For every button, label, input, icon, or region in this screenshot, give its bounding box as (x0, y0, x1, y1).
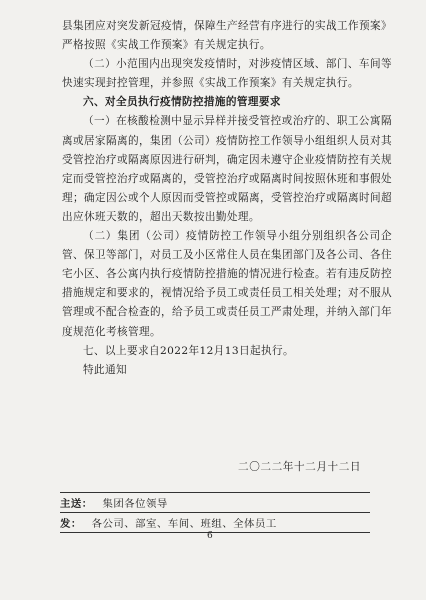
copy-value: 各公司、部室、车间、班组、全体员工 (91, 518, 277, 530)
page-number: 6 (207, 531, 213, 541)
closing-notice: 特此通知 (83, 363, 127, 376)
body-text (62, 17, 392, 380)
top-divider (60, 492, 370, 493)
copy-row (60, 515, 277, 530)
bottom-divider (60, 532, 370, 533)
recipient-row (60, 495, 168, 510)
section-7: 七、以上要求自2022年12月13日起执行。 (83, 344, 295, 357)
middle-divider (60, 512, 370, 513)
recipient-label: 主送： (60, 498, 93, 510)
issue-date: 二〇二二年十二月十二日 (238, 461, 362, 473)
recipient-value: 集团各位领导 (102, 498, 168, 510)
paragraph-6-2: （二）集团（公司）疫情防控工作领导小组分别组织各公司企管、保卫等部门，对员工及小区常住人员在集团部门及各公司、各住宅小区、各公寓内执行疫情防控措施的情况进行检查。若有违反防控措施规定和要求的，视情况给予员工或责任员工相关处理；对不服从管理或不配合检查的，给予员工或责任员工严肃处理，并纳入部门年度规范化考核管理。 (62, 230, 392, 338)
copy-label: 发： (60, 518, 82, 530)
section-heading-6: 六、对全员执行疫情防控措施的管理要求 (83, 96, 281, 109)
paragraph-6-1: （一）在核酸检测中显示异样并接受管控或治疗的、职工公寓隔离或居家隔离的，集团（公司）疫情防控工作领导小组组织人员对其受管控治疗或隔离原因进行研判，确定因未遵守企业疫情防控有关规定而受管控治疗或隔离的，受管控治疗或隔离时间按照休班和事假处理；确定因公或个人原因而受管控或隔离，受管控治疗或隔离时间超出应休班天数的，超出天数按出勤处理。 (62, 115, 392, 223)
paragraph-item-2: （二）小范围内出现突发疫情时，对涉疫情区域、部门、车间等快速实现封控管理，并参照《实战工作预案》有关规定执行。 (62, 58, 392, 90)
paragraph-continuation: 县集团应对突发新冠疫情，保障生产经营有序进行的实战工作预案》严格按照《实战工作预案》有关规定执行。 (62, 20, 392, 52)
